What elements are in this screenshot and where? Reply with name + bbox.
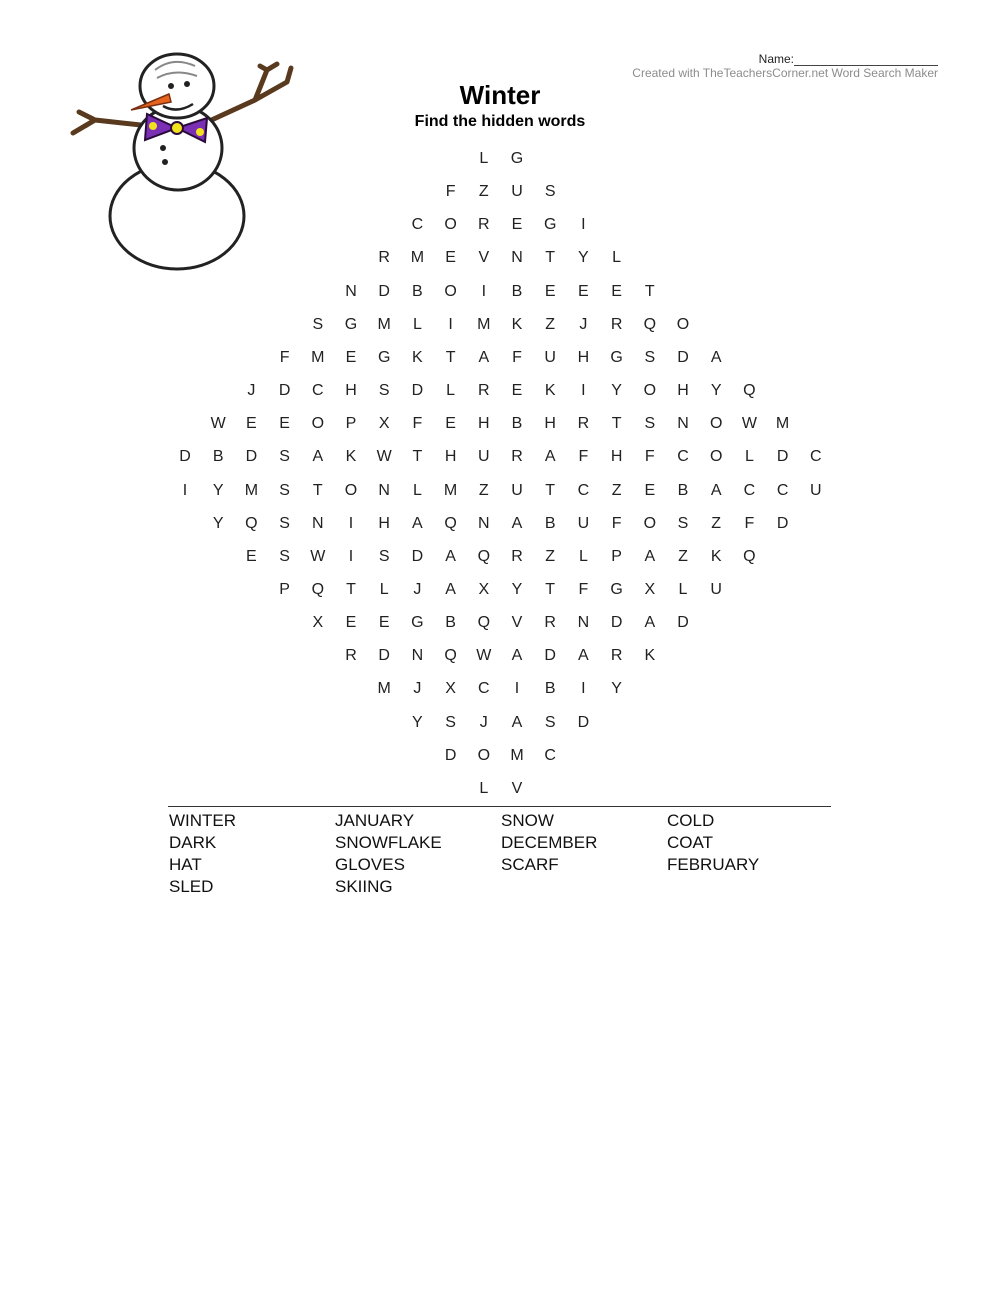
grid-letter[interactable]: T [346, 580, 356, 598]
grid-letter[interactable]: K [710, 547, 722, 565]
grid-letter[interactable]: A [544, 448, 556, 466]
word-list-item: DECEMBER [501, 833, 598, 852]
grid-letter[interactable]: C [577, 481, 590, 499]
grid-letter[interactable]: W [741, 415, 757, 433]
grid-letter[interactable]: Z [545, 547, 556, 565]
grid-letter[interactable]: B [212, 448, 224, 466]
grid-letter[interactable]: D [544, 647, 556, 665]
grid-letter[interactable]: O [444, 216, 457, 234]
grid-letter[interactable]: Y [212, 481, 224, 499]
grid-letter[interactable]: K [412, 348, 423, 366]
grid-letter[interactable]: Z [545, 315, 556, 333]
divider-line [168, 806, 831, 807]
grid-letter[interactable]: W [210, 415, 226, 433]
grid-letter[interactable]: E [611, 282, 622, 300]
grid-letter[interactable]: D [610, 614, 623, 632]
grid-letter[interactable]: W [476, 647, 492, 665]
grid-letter[interactable]: M [244, 481, 259, 499]
grid-letter[interactable]: C [677, 448, 689, 466]
grid-letter[interactable]: J [479, 713, 488, 731]
grid-letter[interactable]: L [479, 779, 489, 797]
word-list-item: SLED [169, 877, 214, 896]
grid-letter[interactable]: E [378, 614, 390, 632]
grid-letter[interactable]: D [411, 547, 424, 565]
grid-letter[interactable]: E [279, 415, 290, 433]
grid-letter[interactable]: S [279, 514, 290, 532]
grid-letter[interactable]: M [443, 481, 458, 499]
grid-letter[interactable]: G [411, 614, 424, 632]
grid-letter[interactable]: E [578, 282, 589, 300]
word-list-item: SKIING [335, 877, 393, 896]
grid-letter[interactable]: F [512, 348, 522, 366]
grid-letter[interactable]: G [543, 216, 557, 234]
grid-letter[interactable]: Y [710, 382, 722, 400]
grid-letter[interactable]: G [610, 348, 623, 366]
grid-letter[interactable]: M [377, 680, 391, 698]
grid-letter[interactable]: E [246, 547, 257, 565]
grid-letter[interactable]: O [643, 514, 657, 532]
grid-letter[interactable]: B [511, 282, 523, 300]
grid-letter[interactable]: Q [477, 547, 491, 565]
grid-letter[interactable]: L [412, 315, 422, 333]
grid-letter[interactable]: T [445, 348, 456, 366]
grid-letter[interactable]: A [312, 448, 324, 466]
grid-letter[interactable]: I [581, 680, 586, 698]
grid-letter[interactable]: S [544, 183, 556, 201]
grid-letter[interactable]: S [279, 547, 290, 565]
grid-letter[interactable]: R [478, 382, 490, 400]
grid-letter[interactable]: M [377, 315, 391, 333]
grid-letter[interactable]: Z [478, 183, 489, 201]
grid-letter[interactable]: P [279, 580, 290, 598]
grid-letter[interactable]: D [776, 448, 789, 466]
grid-letter[interactable]: G [377, 348, 391, 366]
grid-letter[interactable]: F [644, 448, 655, 466]
grid-letter[interactable]: R [610, 315, 623, 333]
grid-letter[interactable]: X [445, 680, 456, 698]
grid-letter[interactable]: S [279, 448, 290, 466]
grid-letter[interactable]: L [744, 448, 754, 466]
grid-letter[interactable]: L [612, 249, 622, 267]
grid-letter[interactable]: O [709, 448, 723, 466]
grid-letter[interactable]: X [478, 580, 490, 598]
grid-letter[interactable]: O [709, 415, 723, 433]
grid-letter[interactable]: B [445, 614, 456, 632]
grid-letter[interactable]: D [776, 514, 789, 532]
grid-letter[interactable]: D [378, 647, 390, 665]
grid-letter[interactable]: S [544, 713, 556, 731]
grid-letter[interactable]: C [312, 382, 324, 400]
grid-letter[interactable]: Y [511, 580, 523, 598]
grid-letter[interactable]: Q [245, 514, 258, 532]
grid-letter[interactable]: I [182, 481, 188, 499]
grid-letter[interactable]: D [444, 746, 457, 764]
grid-letter[interactable]: Z [711, 514, 722, 532]
grid-letter[interactable]: Q [643, 315, 657, 333]
grid-letter[interactable]: D [411, 382, 424, 400]
grid-letter[interactable]: R [378, 249, 390, 267]
grid-letter[interactable]: N [312, 514, 324, 532]
grid-letter[interactable]: D [677, 348, 689, 366]
word-list-item: HAT [169, 855, 202, 874]
grid-letter[interactable]: Y [212, 514, 224, 532]
grid-letter[interactable]: Z [678, 547, 688, 565]
word-list-item: WINTER [169, 811, 237, 830]
grid-letter[interactable]: U [511, 183, 523, 201]
grid-letter[interactable]: R [511, 547, 523, 565]
grid-letter[interactable]: C [478, 680, 490, 698]
grid-letter[interactable]: X [644, 580, 656, 598]
grid-letter[interactable]: F [412, 415, 423, 433]
name-label: Name: [758, 52, 794, 66]
grid-letter[interactable]: A [445, 547, 456, 565]
word-list-item: COAT [667, 833, 713, 852]
grid-letter[interactable]: H [478, 415, 490, 433]
grid-letter[interactable]: S [677, 514, 689, 532]
grid-letter[interactable]: A [578, 647, 589, 665]
grid-letter[interactable]: R [345, 647, 357, 665]
grid-letter[interactable]: C [411, 216, 424, 234]
grid-letter[interactable]: L [678, 580, 688, 598]
grid-letter[interactable]: M [775, 415, 790, 433]
grid-letter[interactable]: A [511, 647, 523, 665]
grid-letter[interactable]: I [514, 680, 520, 698]
grid-letter[interactable]: H [444, 448, 457, 466]
grid-letter[interactable]: P [345, 415, 357, 433]
grid-letter[interactable]: N [478, 514, 490, 532]
grid-letter[interactable]: Q [444, 647, 457, 665]
grid-letter[interactable]: D [577, 713, 590, 731]
grid-letter[interactable]: F [279, 348, 290, 366]
grid-letter[interactable]: B [544, 680, 556, 698]
grid-letter[interactable]: I [481, 282, 487, 300]
grid-letter[interactable]: S [644, 415, 656, 433]
grid-letter[interactable]: O [311, 415, 325, 433]
page-subtitle: Find the hidden words [414, 113, 586, 130]
word-list-item: SNOW [501, 811, 554, 830]
grid-letter[interactable]: W [376, 448, 392, 466]
grid-letter[interactable]: X [378, 415, 390, 433]
credit-text: Created with TheTeachersCorner.net Word Search Maker [632, 66, 938, 80]
grid-letter[interactable]: I [348, 514, 354, 532]
grid-letter[interactable]: E [544, 282, 556, 300]
grid-letter[interactable]: A [412, 514, 423, 532]
grid-letter[interactable]: I [348, 547, 354, 565]
word-list-item: FEBRUARY [667, 855, 760, 874]
grid-letter[interactable]: C [544, 746, 556, 764]
page-title: Winter [459, 80, 541, 110]
grid-letter[interactable]: H [378, 514, 390, 532]
grid-letter[interactable]: O [676, 315, 690, 333]
grid-letter[interactable]: Q [743, 547, 756, 565]
grid-letter[interactable]: E [345, 614, 357, 632]
grid-letter[interactable]: E [511, 216, 523, 234]
grid-letter[interactable]: H [345, 382, 357, 400]
grid-letter[interactable]: F [611, 514, 622, 532]
grid-letter[interactable]: Y [611, 680, 622, 698]
grid-letter[interactable]: H [577, 348, 590, 366]
grid-letter[interactable]: I [581, 216, 586, 234]
grid-letter[interactable]: D [378, 282, 390, 300]
grid-letter[interactable]: N [577, 614, 590, 632]
grid-letter[interactable]: U [511, 481, 523, 499]
word-list-item: JANUARY [335, 811, 415, 830]
grid-letter[interactable]: Z [478, 481, 489, 499]
grid-letter[interactable]: M [311, 348, 325, 366]
grid-letter[interactable]: H [677, 382, 689, 400]
grid-letter[interactable]: J [579, 315, 588, 333]
grid-letter[interactable]: N [677, 415, 689, 433]
grid-letter[interactable]: Q [311, 580, 325, 598]
grid-letter[interactable]: B [511, 415, 523, 433]
grid-letter[interactable]: E [511, 382, 523, 400]
grid-letter[interactable]: E [445, 415, 456, 433]
grid-letter[interactable]: U [544, 348, 556, 366]
grid-letter[interactable]: O [444, 282, 457, 300]
grid-letter[interactable]: D [245, 448, 258, 466]
grid-letter[interactable]: L [446, 382, 456, 400]
grid-letter[interactable]: F [445, 183, 456, 201]
grid-letter[interactable]: T [412, 448, 423, 466]
grid-letter[interactable]: Y [578, 249, 589, 267]
grid-letter[interactable]: L [379, 580, 389, 598]
grid-letter[interactable]: T [545, 580, 556, 598]
grid-letter[interactable]: T [644, 282, 655, 300]
grid-letter[interactable]: D [677, 614, 689, 632]
grid-letter[interactable]: Q [477, 614, 491, 632]
grid-letter[interactable]: M [477, 315, 491, 333]
grid-letter[interactable]: D [278, 382, 291, 400]
grid-letter[interactable]: S [279, 481, 290, 499]
grid-letter[interactable]: A [644, 614, 656, 632]
grid-letter[interactable]: A [445, 580, 456, 598]
grid-letter[interactable]: L [479, 150, 489, 167]
grid-letter[interactable]: U [810, 481, 822, 499]
grid-letter[interactable]: K [644, 647, 656, 665]
grid-letter[interactable]: V [478, 249, 490, 267]
grid-letter[interactable]: O [477, 746, 491, 764]
grid-letter[interactable]: E [246, 415, 257, 433]
grid-letter[interactable]: R [610, 647, 623, 665]
grid-letter[interactable]: A [710, 348, 722, 366]
grid-letter[interactable]: B [677, 481, 689, 499]
grid-letter[interactable]: M [510, 746, 524, 764]
grid-letter[interactable]: R [478, 216, 490, 234]
grid-letter[interactable]: U [478, 448, 490, 466]
word-list-item: SNOWFLAKE [335, 833, 442, 852]
grid-letter[interactable]: I [448, 315, 453, 333]
grid-letter[interactable]: I [581, 382, 586, 400]
grid-letter[interactable]: G [344, 315, 358, 333]
grid-letter[interactable]: N [511, 249, 523, 267]
grid-letter[interactable]: E [345, 348, 357, 366]
grid-letter[interactable]: C [810, 448, 822, 466]
grid-letter[interactable]: L [578, 547, 588, 565]
grid-letter[interactable]: Q [743, 382, 756, 400]
grid-letter[interactable]: N [345, 282, 357, 300]
grid-letter[interactable]: G [610, 580, 623, 598]
grid-letter[interactable]: A [511, 514, 523, 532]
grid-letter[interactable]: J [413, 680, 422, 698]
grid-letter[interactable]: L [412, 481, 422, 499]
grid-letter[interactable]: V [511, 614, 523, 632]
grid-letter[interactable]: Y [611, 382, 622, 400]
grid-letter[interactable]: K [511, 315, 523, 333]
grid-letter[interactable]: S [445, 713, 456, 731]
grid-letter[interactable]: E [644, 481, 656, 499]
grid-letter[interactable]: X [312, 614, 324, 632]
grid-letter[interactable]: K [345, 448, 357, 466]
word-list-item: GLOVES [335, 855, 405, 874]
grid-letter[interactable]: T [611, 415, 622, 433]
grid-letter[interactable]: N [378, 481, 390, 499]
grid-letter[interactable]: H [544, 415, 556, 433]
word-list-item: COLD [667, 811, 715, 830]
grid-letter[interactable]: G [510, 150, 524, 167]
grid-letter[interactable]: S [644, 348, 656, 366]
grid-letter[interactable]: T [312, 481, 323, 499]
grid-letter[interactable]: U [577, 514, 590, 532]
grid-letter[interactable]: Q [444, 514, 457, 532]
grid-letter[interactable]: A [478, 348, 490, 366]
grid-letter[interactable]: B [412, 282, 423, 300]
grid-letter[interactable]: V [511, 779, 523, 797]
grid-letter[interactable]: Z [611, 481, 622, 499]
grid-letter[interactable]: N [411, 647, 424, 665]
grid-letter[interactable]: J [247, 382, 256, 400]
grid-letter[interactable]: B [544, 514, 556, 532]
grid-letter[interactable]: F [578, 448, 589, 466]
word-list-item: DARK [169, 833, 217, 852]
grid-letter[interactable]: R [544, 614, 556, 632]
grid-letter[interactable]: O [344, 481, 358, 499]
grid-letter[interactable]: M [410, 249, 425, 267]
grid-letter[interactable]: T [545, 249, 556, 267]
grid-letter[interactable]: F [744, 514, 755, 532]
grid-letter[interactable]: P [611, 547, 622, 565]
grid-letter[interactable]: R [577, 415, 590, 433]
grid-letter[interactable]: A [710, 481, 722, 499]
grid-letter[interactable]: Y [412, 713, 423, 731]
word-list [169, 810, 833, 898]
grid-letter[interactable]: C [776, 481, 789, 499]
grid-letter[interactable]: S [312, 315, 324, 333]
grid-letter[interactable]: U [710, 580, 722, 598]
word-list-item: SCARF [501, 855, 559, 874]
grid-letter[interactable]: F [578, 580, 589, 598]
grid-letter[interactable]: C [743, 481, 756, 499]
grid-letter[interactable]: H [610, 448, 623, 466]
grid-letter[interactable]: W [310, 547, 326, 565]
grid-letter[interactable]: R [511, 448, 523, 466]
grid-letter[interactable]: K [544, 382, 556, 400]
grid-letter[interactable]: J [413, 580, 422, 598]
grid-letter[interactable]: E [445, 249, 456, 267]
grid-letter[interactable]: A [511, 713, 523, 731]
grid-letter[interactable]: S [378, 547, 390, 565]
grid-letter[interactable]: O [643, 382, 657, 400]
grid-letter[interactable]: T [545, 481, 556, 499]
grid-letter[interactable]: D [179, 448, 191, 466]
grid-letter[interactable]: A [644, 547, 656, 565]
grid-letter[interactable]: S [378, 382, 390, 400]
